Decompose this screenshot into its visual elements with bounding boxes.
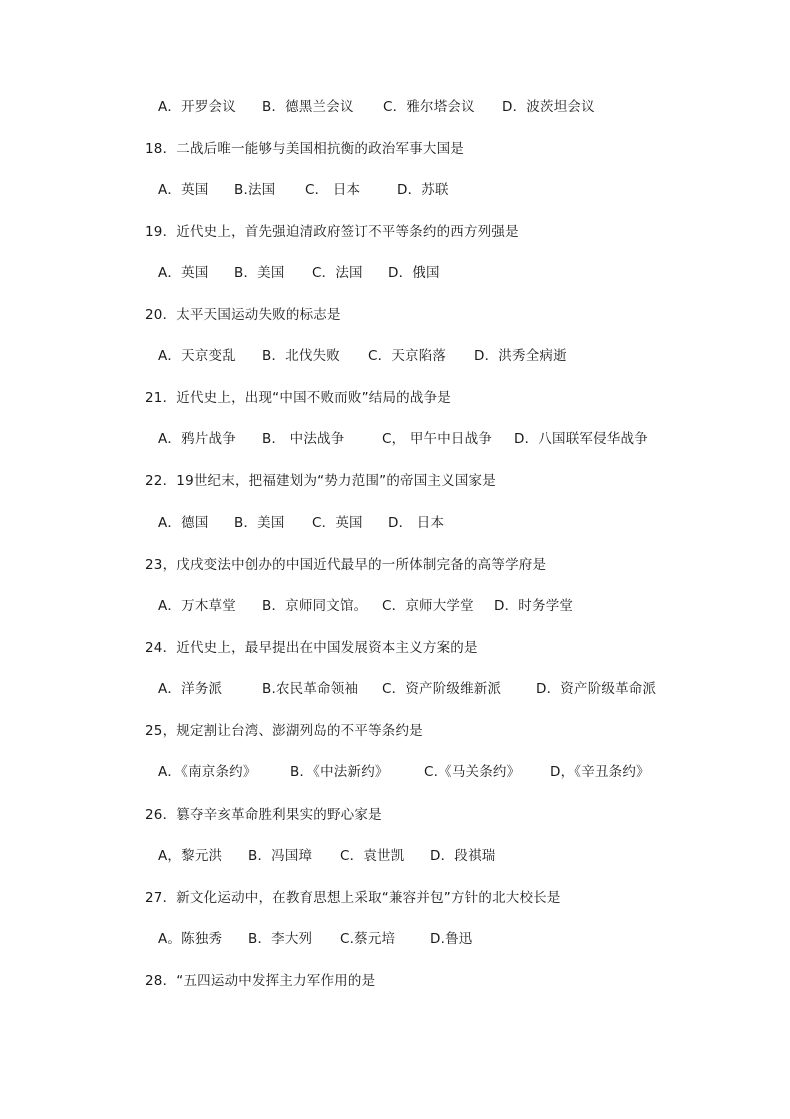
q18-option-d: D．苏联 (397, 182, 449, 198)
q17-option-a: A．开罗会议 (158, 99, 236, 115)
q26-question: 26．篡夺辛亥革命胜利果实的野心家是 (145, 807, 382, 823)
q17-option-c: C．雅尔塔会议 (383, 99, 475, 115)
q20-question: 20．太平天国运动失败的标志是 (145, 307, 341, 323)
q18-option-c: C． 日本 (305, 182, 361, 198)
q25-option-b: B．《中法新约》 (290, 764, 389, 780)
q28-question: 28．“五四运动中发挥主力军作用的是 (145, 973, 376, 989)
q21-option-b: B． 中法战争 (262, 431, 345, 447)
q21-option-a: A．鸦片战争 (158, 431, 236, 447)
q25-question: 25，规定割让台湾、澎湖列岛的不平等条约是 (145, 723, 423, 739)
q25-option-d: D，《辛丑条约》 (550, 764, 650, 780)
q26-option-d: D．段祺瑞 (430, 848, 496, 864)
q27-question: 27．新文化运动中，在教育思想上采取“兼容并包”方针的北大校长是 (145, 890, 561, 906)
q19-option-d: D．俄国 (388, 265, 440, 281)
q27-option-a: A。陈独秀 (158, 931, 223, 947)
q25-option-c: C.《马关条约》 (424, 764, 521, 780)
q26-option-b: B．冯国璋 (248, 848, 313, 864)
q17-option-d: D．波茨坦会议 (502, 99, 595, 115)
q27-option-d: D.鲁迅 (430, 931, 473, 947)
q18-question: 18．二战后唯一能够与美国相抗衡的政治军事大国是 (145, 141, 464, 157)
q19-question: 19．近代史上，首先强迫清政府签订不平等条约的西方列强是 (145, 224, 519, 240)
q26-option-c: C．袁世凯 (340, 848, 405, 864)
q21-option-d: D．八国联军侵华战争 (514, 431, 648, 447)
q18-option-a: A．英国 (158, 182, 209, 198)
q27-option-c: C.蔡元培 (340, 931, 396, 947)
q24-option-d: D．资产阶级革命派 (536, 681, 657, 697)
q20-option-c: C．天京陷落 (368, 348, 447, 364)
q20-option-a: A．天京变乱 (158, 348, 236, 364)
q27-option-b: B．李大列 (248, 931, 313, 947)
q22-option-a: A．德国 (158, 515, 209, 531)
q19-option-c: C．法国 (312, 265, 363, 281)
q23-option-a: A．万木草堂 (158, 598, 236, 614)
q22-option-c: C．英国 (312, 515, 363, 531)
q20-option-b: B．北伐失败 (262, 348, 340, 364)
q22-question: 22．19世纪末，把福建划为“势力范围”的帝国主义国家是 (145, 473, 496, 489)
q19-option-a: A．英国 (158, 265, 209, 281)
q24-option-b: B.农民革命领袖 (262, 681, 359, 697)
q24-question: 24．近代史上，最早提出在中国发展资本主义方案的是 (145, 640, 478, 656)
q24-option-c: C．资产阶级维新派 (382, 681, 502, 697)
q22-option-d: D． 日本 (388, 515, 445, 531)
q23-option-d: D．时务学堂 (494, 598, 574, 614)
q26-option-a: A，黎元洪 (158, 848, 223, 864)
q25-option-a: A．《南京条约》 (158, 764, 257, 780)
q22-option-b: B．美国 (234, 515, 285, 531)
q19-option-b: B．美国 (234, 265, 285, 281)
q18-option-b: B.法国 (234, 182, 276, 198)
q23-option-c: C．京师大学堂 (382, 598, 474, 614)
q24-option-a: A．洋务派 (158, 681, 223, 697)
q21-option-c: C， 甲午中日战争 (382, 431, 493, 447)
q23-question: 23，戊戌变法中创办的中国近代最早的一所体制完备的高等学府是 (145, 557, 547, 573)
q20-option-d: D．洪秀全病逝 (474, 348, 567, 364)
q17-option-b: B．德黑兰会议 (262, 99, 354, 115)
q21-question: 21．近代史上，出现“中国不败而败”结局的战争是 (145, 390, 451, 406)
q23-option-b: B．京师同文馆。 (262, 598, 368, 614)
